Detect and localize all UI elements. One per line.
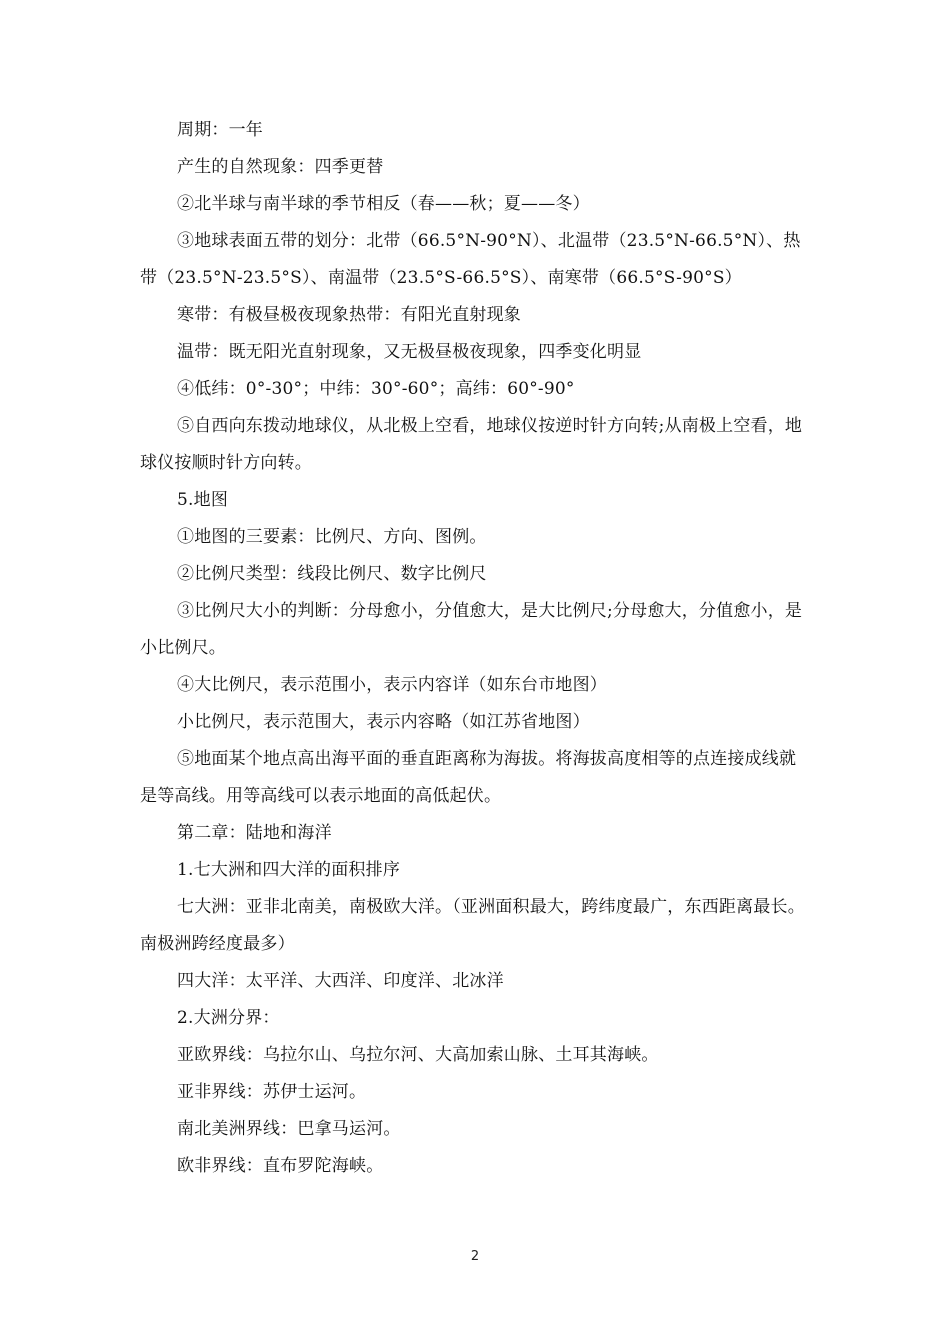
paragraph: ④低纬：0°-30°；中纬：30°-60°；高纬：60°-90° [177,379,575,399]
paragraph: ⑤自西向东拨动地球仪，从北极上空看，地球仪按逆时针方向转;从南极上空看，地球仪按顺时针方向转。 [140,416,803,473]
paragraph: ①地图的三要素：比例尺、方向、图例。 [177,527,487,547]
paragraph: 温带：既无阳光直射现象，又无极昼极夜现象，四季变化明显 [177,342,642,362]
paragraph: 周期：一年 [177,120,263,140]
paragraph: ②比例尺类型：线段比例尺、数字比例尺 [177,564,487,584]
paragraph: 亚欧界线：乌拉尔山、乌拉尔河、大高加索山脉、土耳其海峡。 [177,1045,659,1065]
paragraph: ②北半球与南半球的季节相反（春——秋；夏——冬） [177,194,590,214]
paragraph: 产生的自然现象：四季更替 [177,157,384,177]
paragraph: 七大洲：亚非北南美，南极欧大洋。（亚洲面积最大，跨纬度最广，东西距离最长。南极洲跨经度最多） [140,897,805,954]
paragraph: ④大比例尺，表示范围小，表示内容详（如东台市地图） [177,675,607,695]
document-body [140,112,812,1185]
paragraph: ③地球表面五带的划分：北带（66.5°N-90°N）、北温带（23.5°N-66.5°N）、热带（23.5°N-23.5°S）、南温带（23.5°S-66.5°S）、南寒带（66.5°S-90°S） [140,231,801,288]
chapter-heading: 第二章：陆地和海洋 [177,823,332,843]
section-heading: 2.大洲分界： [177,1008,280,1028]
page-number: 2 [470,1249,480,1264]
paragraph: 亚非界线：苏伊士运河。 [177,1082,367,1102]
section-heading: 1.七大洲和四大洋的面积排序 [177,860,401,880]
paragraph: ③比例尺大小的判断：分母愈小，分值愈大，是大比例尺;分母愈大，分值愈小，是小比例尺。 [140,601,803,658]
paragraph: 南北美洲界线：巴拿马运河。 [177,1119,401,1139]
section-heading: 5.地图 [177,490,229,510]
paragraph: ⑤地面某个地点高出海平面的垂直距离称为海拔。将海拔高度相等的点连接成线就是等高线。用等高线可以表示地面的高低起伏。 [140,749,797,806]
paragraph: 寒带：有极昼极夜现象热带：有阳光直射现象 [177,305,521,325]
paragraph: 小比例尺，表示范围大，表示内容略（如江苏省地图） [177,712,590,732]
paragraph: 欧非界线：直布罗陀海峡。 [177,1156,384,1176]
paragraph: 四大洋：太平洋、大西洋、印度洋、北冰洋 [177,971,504,991]
